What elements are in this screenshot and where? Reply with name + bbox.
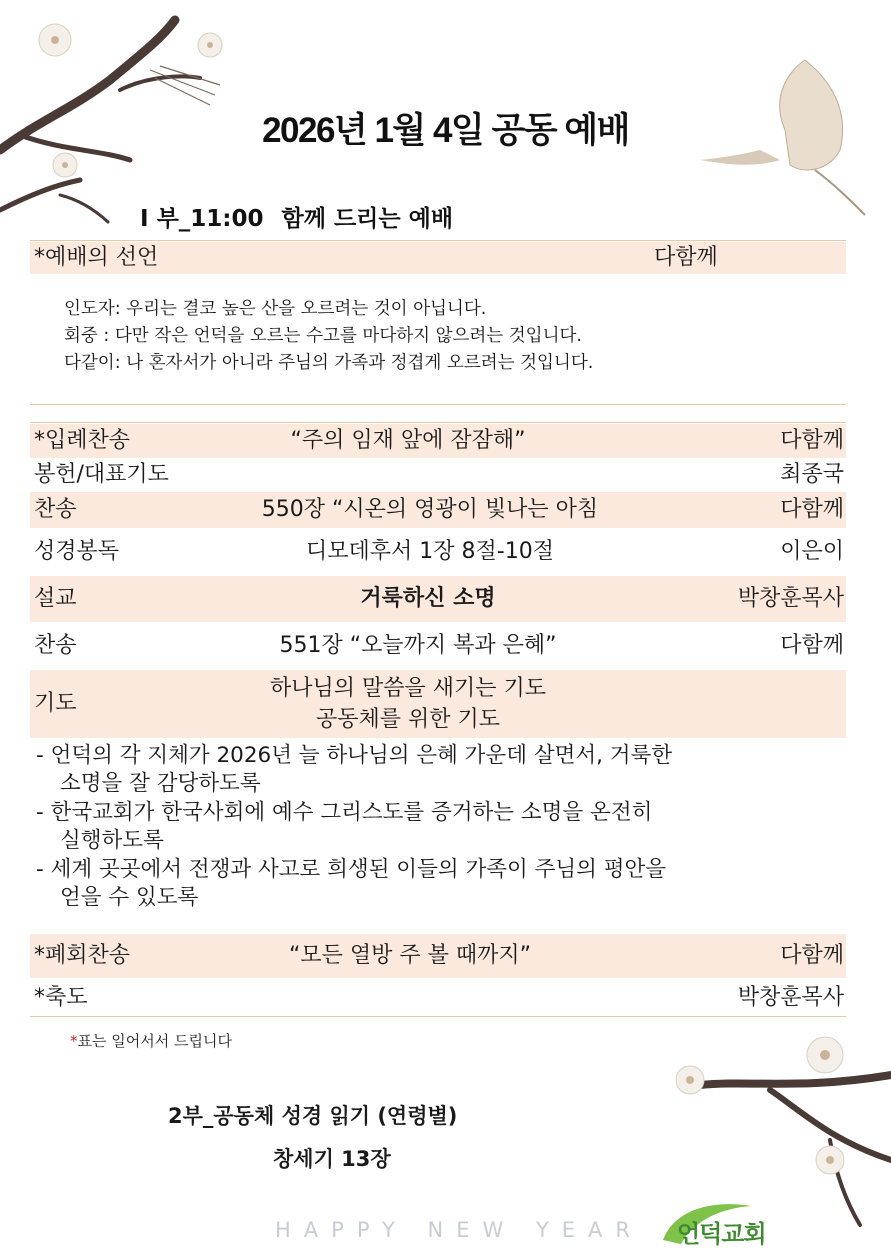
item-leader: 다함께 — [780, 497, 844, 522]
item-content: 551장 “오늘까지 복과 은혜” — [279, 633, 557, 658]
prayer-item-text: - 언덕의 각 지체가 2026년 늘 하나님의 은혜 가운데 살면서, 거룩한 — [36, 743, 673, 768]
item-content: 디모데후서 1장 8절-10절 — [306, 539, 554, 564]
item-content: “주의 임재 앞에 잠잠해” — [290, 428, 526, 453]
list-item — [36, 799, 672, 855]
happy-new-year-text: HAPPY NEW YEAR — [275, 1218, 643, 1242]
item-label: 찬송 — [34, 633, 77, 658]
divider — [30, 240, 846, 241]
church-logo — [655, 1200, 795, 1256]
benediction-row — [30, 980, 846, 1016]
prayer-item-text: - 한국교회가 한국사회에 예수 그리스도를 증거하는 소명을 온전히 — [36, 800, 653, 825]
item-label: 성경봉독 — [34, 539, 120, 564]
closing-hymn-row — [30, 934, 846, 978]
service-theme: 함께 드리는 예배 — [281, 206, 454, 232]
prayer-item-text: 실행하도록 — [60, 828, 164, 853]
entrance-hymn-row — [30, 424, 846, 458]
item-label: *폐회찬송 — [34, 943, 131, 968]
list-item — [36, 856, 672, 912]
item-label: *축도 — [34, 985, 88, 1010]
prayer-row — [30, 670, 846, 738]
item-leader: 다함께 — [654, 245, 718, 270]
logo-text: 언덕교회 — [677, 1219, 766, 1248]
note-text: 표는 일어서서 드립니다 — [77, 1032, 232, 1050]
divider — [30, 404, 846, 405]
divider — [30, 422, 846, 423]
item-content: 550장 “시온의 영광이 빛나는 아침 — [261, 497, 599, 522]
call-to-worship-row — [30, 242, 846, 274]
sermon-title: 거룩하신 소명 — [360, 586, 496, 611]
item-leader: 최종국 — [780, 462, 844, 487]
divider — [30, 1016, 846, 1017]
item-leader: 박창훈목사 — [737, 985, 844, 1010]
responsive-reading — [64, 296, 593, 377]
sermon-row — [30, 576, 846, 622]
prayer-items — [36, 742, 672, 913]
plum-branch-bottom-right-icon — [676, 1037, 891, 1225]
prayer-item-text: - 세계 곳곳에서 전쟁과 사고로 희생된 이들의 가족이 주님의 평안을 — [36, 857, 667, 882]
item-leader: 다함께 — [780, 428, 844, 453]
item-label: 찬송 — [34, 497, 77, 522]
hymn-row — [30, 492, 846, 528]
item-leader: 다함께 — [780, 943, 844, 968]
hymn-row — [30, 624, 846, 668]
standing-note — [70, 1030, 232, 1051]
service-part: I 부_11:00 — [140, 206, 264, 232]
item-label: 봉헌/대표기도 — [34, 462, 169, 487]
prayer-topic: 하나님의 말씀을 새기는 기도 — [269, 676, 546, 701]
item-label: *예배의 선언 — [34, 245, 159, 270]
item-leader: 이은이 — [780, 539, 844, 564]
note-star: * — [70, 1032, 78, 1050]
prayer-item-text: 얻을 수 있도록 — [60, 885, 199, 910]
prayer-topics — [0, 673, 816, 735]
scripture-row — [30, 530, 846, 574]
item-label: *입례찬송 — [34, 428, 131, 453]
item-leader: 다함께 — [780, 633, 844, 658]
responsive-line: 회중 : 다만 작은 언덕을 오르는 수고를 마다하지 않으려는 것입니다. — [64, 326, 582, 346]
responsive-line: 다같이: 나 혼자서가 아니라 주님의 가족과 정겹게 오르려는 것입니다. — [64, 353, 594, 373]
list-item — [36, 742, 672, 798]
item-content: “모든 열방 주 볼 때까지” — [288, 943, 532, 968]
item-label: 기도 — [34, 691, 77, 716]
page-title: 2026년 1월 4일 공동 예배 — [262, 111, 629, 150]
item-leader: 박창훈목사 — [737, 586, 844, 611]
responsive-line: 인도자: 우리는 결코 높은 산을 오르려는 것이 아닙니다. — [64, 299, 487, 319]
prayer-topic: 공동체를 위한 기도 — [315, 707, 500, 732]
part2-reading: 창세기 13장 — [273, 1147, 391, 1171]
part2-title: 2부_공동체 성경 읽기 (연령별) — [168, 1104, 458, 1128]
offering-row — [30, 458, 846, 492]
prayer-item-text: 소명을 잘 감당하도록 — [60, 771, 261, 796]
service-subtitle — [140, 200, 453, 233]
item-label: 설교 — [34, 586, 77, 611]
